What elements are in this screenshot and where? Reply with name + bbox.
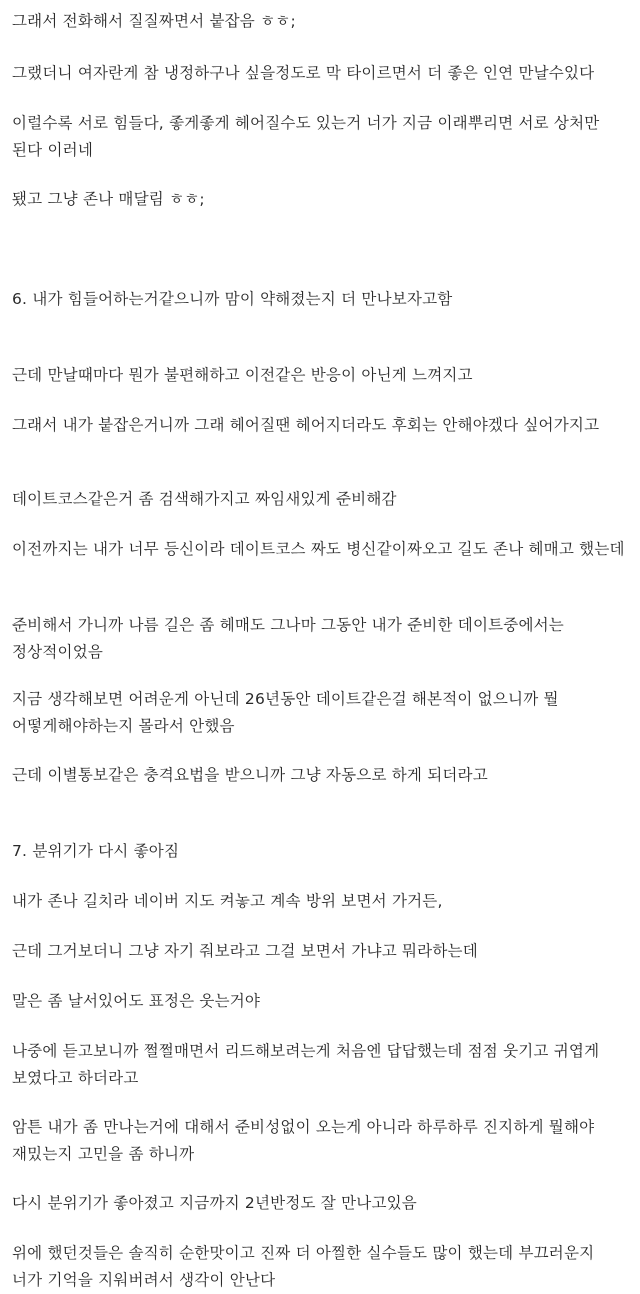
paragraph: 위에 했던것들은 솔직히 순한맛이고 진짜 더 아찔한 실수들도 많이 했는데 부끄러운지 너가 기억을 지워버려서 생각이 안난다 [12,1244,595,1289]
paragraph: 내가 존나 길치라 네이버 지도 켜놓고 계속 방위 보면서 가거든, [12,892,443,910]
paragraph: 말은 좀 날서있어도 표정은 웃는거야 [12,992,261,1010]
section-heading: 6. 내가 힘들어하는거같으니까 맘이 약해졌는지 더 만나보자고함 [12,290,453,308]
paragraph: 그랬더니 여자란게 참 냉정하구나 싶을정도로 막 타이르면서 더 좋은 인연 만날수있다 [12,64,595,82]
paragraph: 데이트코스같은거 좀 검색해가지고 짜임새있게 준비해감 [12,490,397,508]
paragraph: 다시 분위기가 좋아졌고 지금까지 2년반정도 잘 만나고있음 [12,1194,417,1212]
paragraph: 암튼 내가 좀 만나는거에 대해서 준비성없이 오는게 아니라 하루하루 진지하게 뭘해야 재밌는지 고민을 좀 하니까 [12,1118,595,1163]
section-heading: 7. 분위기가 다시 좋아짐 [12,842,180,860]
paragraph: 나중에 듣고보니까 쩔쩔매면서 리드해보려는게 처음엔 답답했는데 점점 웃기고 귀엽게 보였다고 하더라고 [12,1042,600,1087]
paragraph: 됐고 그냥 존나 매달림 ㅎㅎ; [12,190,205,208]
paragraph: 그래서 내가 붙잡은거니까 그래 헤어질땐 헤어지더라도 후회는 안해야겠다 싶어가지고 [12,416,600,434]
paragraph: 이전까지는 내가 너무 등신이라 데이트코스 짜도 병신같이짜오고 길도 존나 헤매고 했는데 [12,540,625,558]
paragraph: 근데 이별통보같은 충격요법을 받으니까 그냥 자동으로 하게 되더라고 [12,766,488,784]
paragraph: 그래서 전화해서 질질짜면서 붙잡음 ㅎㅎ; [12,12,296,30]
paragraph: 지금 생각해보면 어려운게 아닌데 26년동안 데이트같은걸 해본적이 없으니까 뭘 어떻게해야하는지 몰라서 안했음 [12,690,559,735]
paragraph: 이럴수록 서로 힘들다, 좋게좋게 헤어질수도 있는거 너가 지금 이래뿌리면 서로 상처만 된다 이러네 [12,114,600,159]
paragraph: 근데 그거보더니 그냥 자기 줘보라고 그걸 보면서 가냐고 뭐라하는데 [12,942,478,960]
paragraph: 근데 만날때마다 뭔가 불편해하고 이전같은 반응이 아닌게 느껴지고 [12,366,473,384]
paragraph: 준비해서 가니까 나름 길은 좀 헤매도 그나마 그동안 내가 준비한 데이트중에서는 정상적이었음 [12,616,564,661]
